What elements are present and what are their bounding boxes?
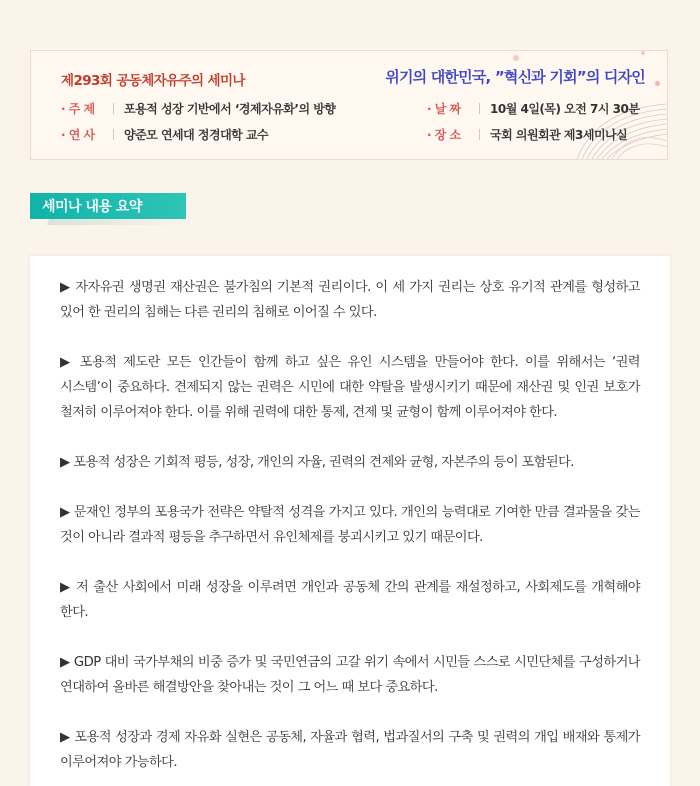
speaker-value: 양준모 연세대 정경대학 교수 [124, 128, 269, 142]
decor-dot [641, 51, 645, 55]
divider [113, 129, 114, 140]
summary-section-label: 세미나 내용 요약 [42, 199, 142, 215]
summary-content-card [30, 256, 670, 786]
summary-paragraph: ▶ 포용적 성장은 기회적 평등, 성장, 개인의 자율, 권력의 견제와 균형, 자본주의 등이 포함된다. [60, 455, 574, 470]
decor-dot [513, 55, 519, 61]
seminar-number: 제293회 공동체자유주의 세미나 [61, 73, 245, 89]
divider [479, 103, 480, 114]
place-row [427, 126, 627, 143]
place-value: 국회 의원회관 제3세미나실 [490, 128, 628, 142]
summary-paragraph: ▶ GDP 대비 국가부채의 비중 증가 및 국민연금의 고갈 위기 속에서 시민들 스스로 시민단체를 구성하거나 연대하여 올바른 해결방안을 찾아내는 것이 그 어느 때 보다 중요하다. [60, 655, 640, 695]
seminar-title: 위기의 대한민국, ”혁신과 기회”의 디자인 [385, 68, 645, 86]
decor-dot [655, 81, 660, 86]
speaker-row [61, 126, 268, 143]
topic-label: · 주 제 [61, 102, 95, 116]
summary-paragraph: ▶ 포용적 성장과 경제 자유화 실현은 공동체, 자율과 협력, 법과질서의 구축 및 권력의 개입 배재와 통제가 이루어져야 가능하다. [60, 730, 640, 770]
summary-section-tab [30, 193, 186, 219]
summary-paragraph: ▶ 저 출산 사회에서 미래 성장을 이루려면 개인과 공동체 간의 관계를 재설정하고, 사회제도를 개혁해야 한다. [60, 580, 640, 620]
speaker-label: · 연 사 [61, 128, 95, 142]
topic-value: 포용적 성장 기반에서 ‘경제자유화’의 방향 [124, 102, 336, 116]
topic-row [61, 100, 335, 117]
divider [113, 103, 114, 114]
summary-paragraph: ▶ 문재인 정부의 포용국가 전략은 약탈적 성격을 가지고 있다. 개인의 능력대로 기여한 만큼 결과물을 갖는 것이 아니라 결과적 평등을 추구하면서 유인체제를 붕괴시키고 있기 때문이다. [60, 505, 640, 545]
tab-shadow [47, 219, 189, 225]
date-value: 10월 4일(목) 오전 7시 30분 [490, 102, 640, 116]
date-label: · 날 짜 [427, 102, 461, 116]
divider [479, 129, 480, 140]
summary-paragraph: ▶ 포용적 제도란 모든 인간들이 함께 하고 싶은 유인 시스템을 만들어야 한다. 이를 위해서는 ‘권력 시스템’이 중요하다. 견제되지 않는 권력은 시민에 대한 약탈을 발생시키기 때문에 재산권 및 인권 보호가 철저히 이루어져야 한다. 이를 위해 권력에 대한 통제, 견제 및 균형이 함께 이루어져야 한다. [60, 355, 640, 420]
place-label: · 장 소 [427, 128, 461, 142]
summary-paragraph: ▶ 자자유권 생명권 재산권은 불가침의 기본적 권리이다. 이 세 가지 권리는 상호 유기적 관계를 형성하고 있어 한 권리의 침해는 다른 권리의 침해로 이어질 수 있다. [60, 280, 640, 320]
date-row [427, 100, 639, 117]
seminar-info-card [30, 50, 668, 160]
